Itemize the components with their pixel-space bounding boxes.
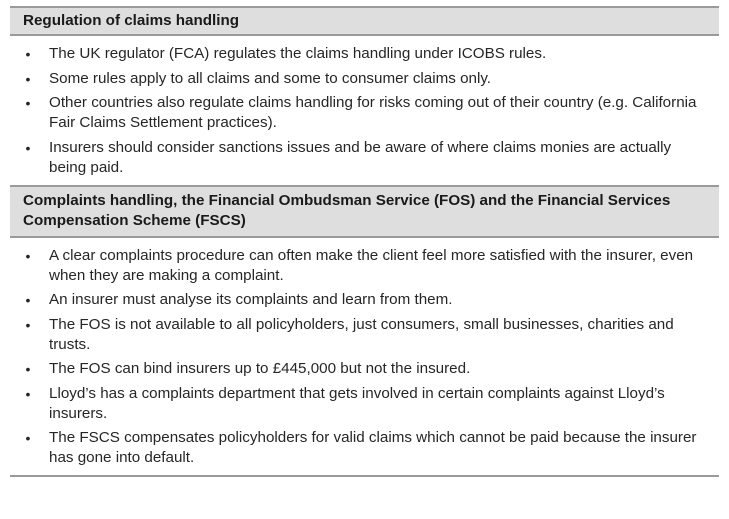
section-title: Regulation of claims handling — [23, 12, 240, 29]
bullet-icon: • — [25, 247, 31, 264]
bullet-icon: • — [25, 139, 31, 156]
list-item — [23, 290, 709, 310]
list-item-text: The FSCS compensates policyholders for valid claims which cannot be paid because the insurer has gone into default. — [49, 429, 697, 466]
list-item-text: The FOS is not available to all policyholders, just consumers, small businesses, charities and trusts. — [49, 315, 674, 353]
list-item — [23, 359, 709, 379]
list-item-text: The FOS can bind insurers up to £445,000 but not the insured. — [49, 360, 471, 377]
bullet-icon: • — [25, 430, 31, 446]
list-item-text: Other countries also regulate claims handling for risks coming out of their country (e.g. California Fair Claims Settlement practices). — [49, 94, 697, 131]
bullet-icon: • — [25, 46, 31, 62]
list-item — [23, 428, 709, 468]
list-item-text: Lloyd’s has a complaints department that gets involved in certain complaints against Lloyd’s insurers. — [49, 384, 665, 422]
bullet-icon: • — [25, 361, 31, 377]
list-item-text: An insurer must analyse its complaints and learn from them. — [49, 291, 453, 308]
list-item-text: The UK regulator (FCA) regulates the claims handling under ICOBS rules. — [49, 45, 547, 62]
bullet-icon: • — [25, 316, 31, 333]
bullet-icon: • — [25, 95, 31, 111]
bullet-icon: • — [25, 292, 31, 308]
list-item-text: Some rules apply to all claims and some to consumer claims only. — [49, 69, 492, 87]
list-item-text: Insurers should consider sanctions issues and be aware of where claims monies are actually being paid. — [49, 138, 672, 176]
list-item — [23, 44, 709, 64]
list-item — [23, 315, 709, 355]
section-title: Complaints handling, the Financial Ombudsman Service (FOS) and the Financial Services Compensation Scheme (FSCS) — [23, 191, 671, 229]
section-regulation — [10, 6, 719, 185]
section-heading — [10, 185, 719, 238]
bottom-divider — [10, 475, 719, 477]
list-item — [23, 93, 709, 133]
bullet-list — [10, 36, 719, 185]
list-item — [23, 384, 709, 424]
key-points-summary — [10, 6, 719, 477]
list-item-text: A clear complaints procedure can often make the client feel more satisfied with the insurer, even when they are making a complaint. — [49, 246, 694, 284]
list-item — [23, 246, 709, 286]
bullet-list — [10, 238, 719, 476]
section-complaints — [10, 185, 719, 478]
section-heading — [10, 6, 719, 36]
list-item — [23, 138, 709, 178]
list-item — [23, 69, 709, 89]
bullet-icon: • — [25, 70, 31, 87]
bullet-icon: • — [25, 385, 31, 402]
